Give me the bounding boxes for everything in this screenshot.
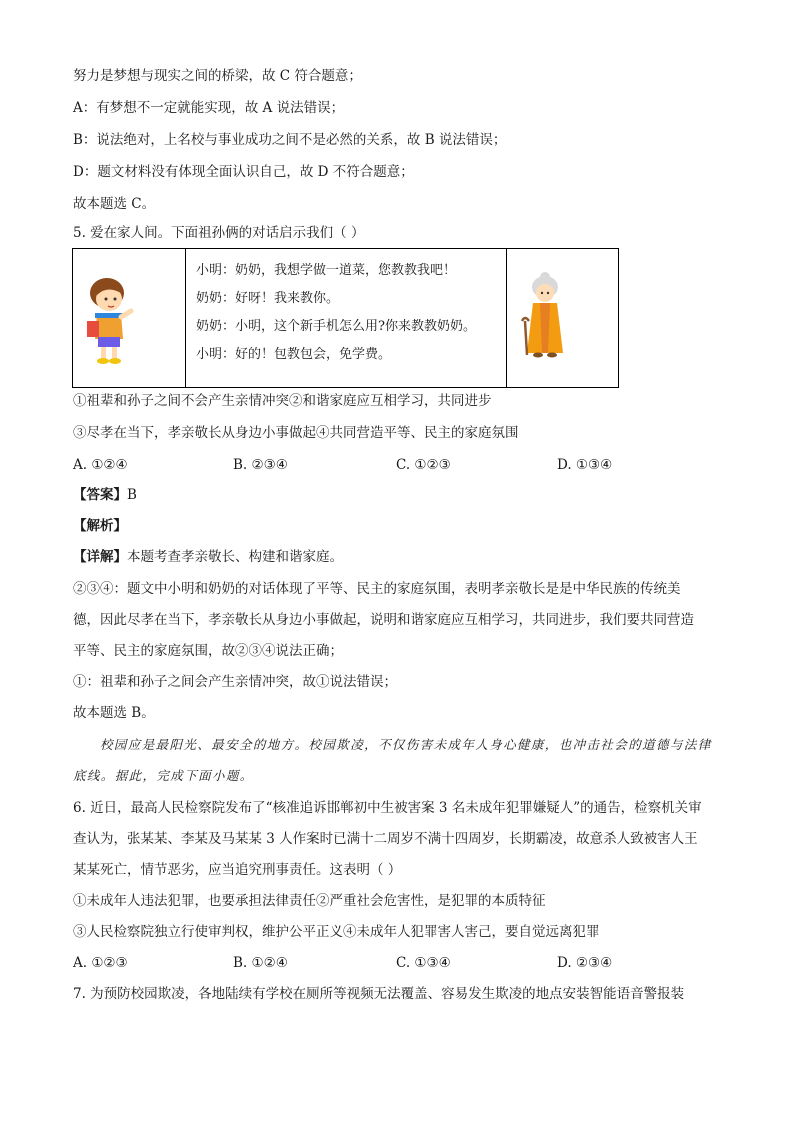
statement-line: ③尽孝在当下，孝亲敬长从身边小事做起④共同营造平等、民主的家庭氛围 <box>73 425 519 441</box>
grandma-illustration-cell <box>507 249 619 388</box>
text-line: D：题文材料没有体现全面认识自己，故 D 不符合题意； <box>73 164 414 180</box>
dialogue-table <box>72 248 619 388</box>
passage-intro: 校园应是最阳光、最安全的地方。校园欺凌，不仅伤害未成年人身心健康，也冲击社会的道德与法律 <box>100 737 712 752</box>
text-line: 努力是梦想与现实之间的桥梁，故 C 符合题意； <box>73 68 362 84</box>
explanation-line: ①：祖辈和孙子之间会产生亲情冲突，故①说法错误； <box>73 674 397 690</box>
dialogue-line: 小明：好的！包教包会，免学费。 <box>196 347 392 362</box>
explanation-line: 故本题选 B。 <box>73 705 155 721</box>
question-6-stem: 6. 近日，最高人民检察院发布了“核准追诉邯郸初中生被害案 3 名未成年犯罪嫌疑人”的通告，检察机关审 <box>73 800 702 816</box>
question-7-stem: 7. 为预防校园欺凌，各地陆续有学校在厕所等视频无法覆盖、容易发生欺凌的地点安装智能语音警报装 <box>73 986 685 1002</box>
grandma-illustration <box>507 249 618 383</box>
dialogue-line: 小明：奶奶，我想学做一道菜，您教教我吧！ <box>196 263 457 278</box>
dialogue-line: 奶奶：小明，这个新手机怎么用?你来教教奶奶。 <box>196 319 476 334</box>
option-b[interactable]: B. ①②④ <box>233 955 288 971</box>
detail-line <box>73 547 343 567</box>
answer-line <box>73 485 137 505</box>
text-line: 故本题选 C。 <box>73 196 156 212</box>
answer-label: 【答案】 <box>73 487 127 503</box>
detail-text: 本题考查孝亲敬长、构建和谐家庭。 <box>127 549 343 565</box>
text-line: A：有梦想不一定就能实现，故 A 说法错误； <box>73 100 345 116</box>
option-b[interactable]: B. ②③④ <box>233 457 288 473</box>
question-6-stem: 查认为，张某某、李某及马某某 3 人作案时已满十二周岁不满十四周岁，长期霸凌，故意杀人致被害人王 <box>73 831 698 847</box>
boy-illustration <box>73 249 185 383</box>
analysis-label: 【解析】 <box>73 518 127 534</box>
dialogue-line: 奶奶：好呀！我来教你。 <box>196 291 340 306</box>
option-a[interactable]: A. ①②③ <box>73 955 128 971</box>
question-6-stem: 某某死亡，情节恶劣，应当追究刑事责任。这表明（ ） <box>73 862 402 878</box>
question-5-stem: 5. 爱在家人间。下面祖孙俩的对话启示我们（ ） <box>73 225 365 241</box>
option-d[interactable]: D. ①③④ <box>557 457 613 473</box>
dialogue-cell <box>186 249 507 388</box>
option-c[interactable]: C. ①②③ <box>396 457 451 473</box>
explanation-line: 平等、民主的家庭氛围，故②③④说法正确； <box>73 643 343 659</box>
passage-intro: 底线。据此，完成下面小题。 <box>73 768 254 783</box>
statement-line: ③人民检察院独立行使审判权，维护公平正义④未成年人犯罪害人害己，要自觉远离犯罪 <box>73 924 600 940</box>
option-d[interactable]: D. ②③④ <box>557 955 613 971</box>
explanation-line: 德，因此尽孝在当下，孝亲敬长从身边小事做起，说明和谐家庭应互相学习，共同进步，我们要共同营造 <box>73 612 694 628</box>
statement-line: ①未成年人违法犯罪，也要承担法律责任②严重社会危害性，是犯罪的本质特征 <box>73 893 546 909</box>
text-line: B：说法绝对，上名校与事业成功之间不是必然的关系，故 B 说法错误； <box>73 132 507 148</box>
option-c[interactable]: C. ①③④ <box>396 955 451 971</box>
boy-illustration-cell <box>73 249 186 388</box>
option-a[interactable]: A. ①②④ <box>73 457 128 473</box>
explanation-line: ②③④：题文中小明和奶奶的对话体现了平等、民主的家庭氛围，表明孝亲敬长是是中华民族的传统美 <box>73 581 681 597</box>
statement-line: ①祖辈和孙子之间不会产生亲情冲突②和谐家庭应互相学习，共同进步 <box>73 393 492 409</box>
answer-value: B <box>127 487 137 503</box>
detail-label: 【详解】 <box>73 549 127 565</box>
